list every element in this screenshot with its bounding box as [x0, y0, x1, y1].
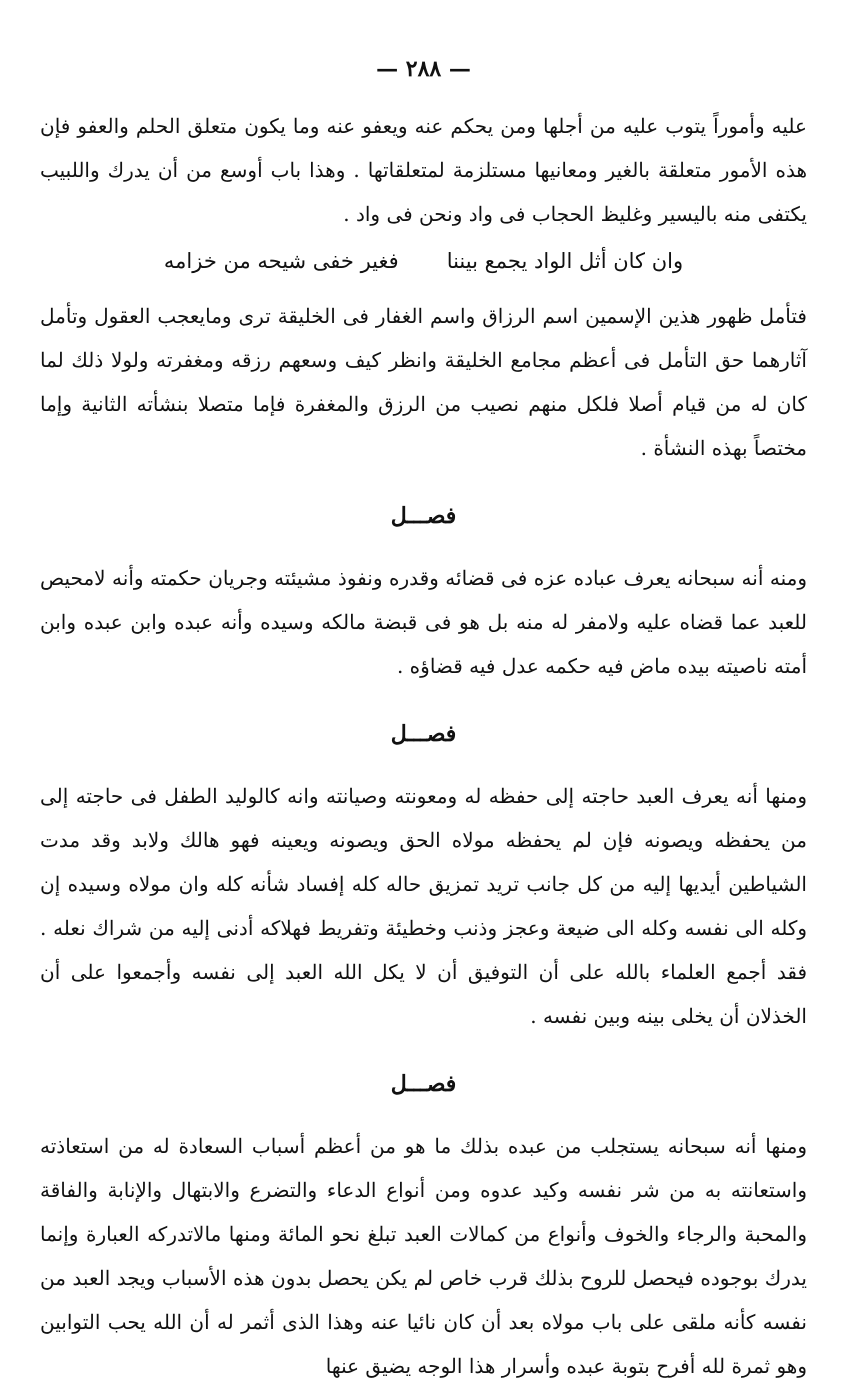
- section-heading-2: فصـــل: [390, 721, 457, 747]
- paragraph-2: فتأمل ظهور هذين الإسمين اسم الرزاق واسم الغفار فى الخليقة ترى ومايعجب العقول وتأمل آثارهما حق التأمل فى أعظم مجامع الخليقة وانظر كيف وسعهم رزقه ومغفرته ولولا ذلك لما كان له من قيام أصلا فلكل منهم نصيب من الرزق والمغفرة فإما متصلا بنشأته الثانية وإما مختصاً بهذه النشأة .: [40, 304, 807, 460]
- verse-hemistich-2: فغير خفى شيحه من خزامه: [163, 249, 399, 273]
- paragraph-5: ومنها أنه سبحانه يستجلب من عبده بذلك ما هو من أعظم أسباب السعادة له من استعاذته واستعانته به من شر نفسه وكيد عدوه ومن أنواع الدعاء والتضرع والابتهال والإنابة والفاقة والمحبة والرجاء والخوف وأنواع من كمالات العبد تبلغ نحو المائة ومنها مالاتدركه العبارة وإنما يدرك بوجوده فيحصل للروح بذلك قرب خاص لم يكن يحصل بدون هذه الأسباب ويجد العبد من نفسه كأنه ملقى على باب مولاه بعد أن كان نائيا عنه وهذا الذى أثمر له أن الله يحب التوابين وهو ثمرة لله أفرح بتوبة عبده وأسرار هذا الوجه يضيق عنها: [40, 1134, 808, 1378]
- section-heading-3: فصـــل: [390, 1071, 457, 1097]
- paragraph-3: ومنه أنه سبحانه يعرف عباده عزه فى قضائه وقدره ونفوذ مشيئته وجريان حكمته وأنه لامحيص للعبد عما قضاه عليه ولامفر له منه بل هو فى قبضة مالكه وسيده وأنه عبده وابن عبده وابن أمته ناصيته بيده ماض فيه حكمه عدل فيه قضاؤه .: [40, 566, 807, 678]
- verse-hemistich-1: وان كان أثل الواد يجمع بيننا: [446, 249, 684, 273]
- paragraph-1: عليه وأموراً يتوب عليه من أجلها ومن يحكم عنه ويعفو عنه وما يكون متعلق الحلم والعفو فإن هذه الأمور متعلقة بالغير ومعانيها مستلزمة لمتعلقاتها . وهذا باب أوسع من أن يدرك واللبيب يكتفى منه باليسير وغليظ الحجاب فى واد ونحن فى واد .: [40, 114, 807, 226]
- section-heading-1: فصـــل: [390, 503, 457, 529]
- poetry-verse: [40, 238, 807, 284]
- page-number: — ٢٨٨ —: [376, 56, 471, 82]
- paragraph-4: ومنها أنه يعرف العبد حاجته إلى حفظه له ومعونته وصيانته وانه كالوليد الطفل فى حاجته إلى من يحفظه ويصونه فإن لم يحفظه مولاه الحق ويصونه ويعينه فهو هالك ولابد وقد مدت الشياطين أيديها إليه من كل جانب تريد تمزيق حاله كله إفساد شأنه كله وان مولاه وسيده إن وكله الى نفسه وكله الى ضيعة وعجز وذنب وخطيئة وتفريط فهلاكه أدنى إليه من شراك نعله . فقد أجمع العلماء بالله على أن التوفيق أن لا يكل الله العبد إلى نفسه وأجمعوا على أن الخذلان أن يخلى بينه وبين نفسه .: [40, 784, 807, 1028]
